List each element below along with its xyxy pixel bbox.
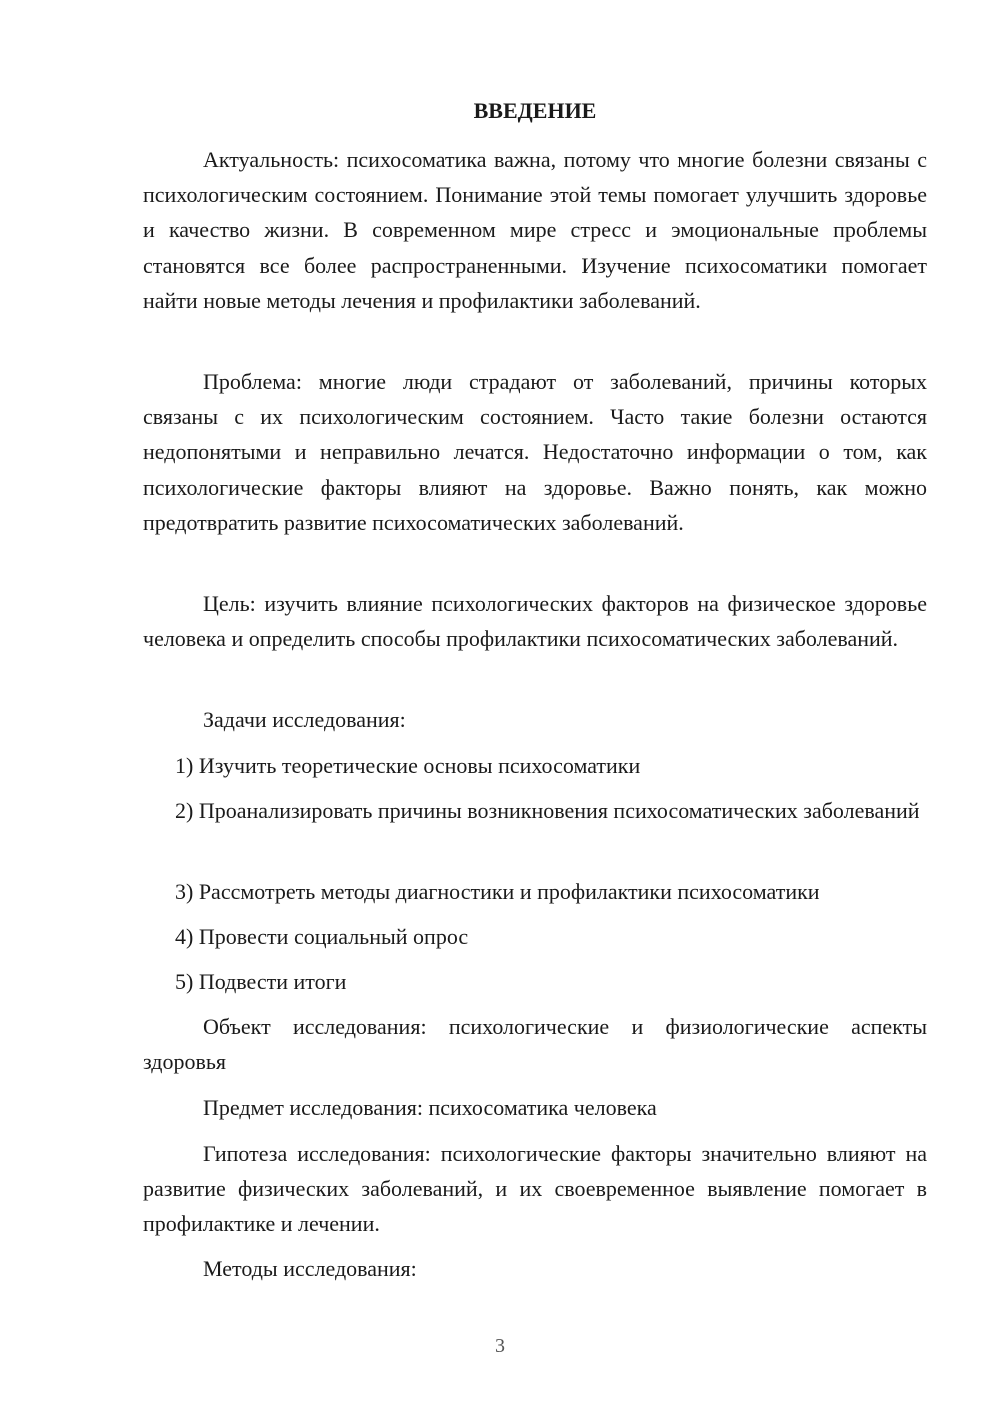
task-item-1: 1) Изучить теоретические основы психосоматики — [175, 753, 641, 778]
page-number: 3 — [495, 1335, 505, 1357]
tasks-title: Задачи исследования: — [203, 707, 406, 732]
subject-paragraph: Предмет исследования: психосоматика человека — [203, 1095, 657, 1120]
relevance-paragraph: Актуальность: психосоматика важна, потому что многие болезни связаны с психологическим состоянием. Понимание этой темы помогает улучшить здоровье и качество жизни. В современном мире стресс и эмоциональные проблемы становятся все более распространенными. Изучение психосоматики помогает найти новые методы лечения и профилактики заболеваний. — [143, 147, 927, 313]
goal-paragraph: Цель: изучить влияние психологических факторов на физическое здоровье человека и определить способы профилактики психосоматических заболеваний. — [143, 591, 927, 652]
task-item-3: 3) Рассмотреть методы диагностики и профилактики психосоматики — [175, 879, 820, 904]
object-paragraph: Объект исследования: психологические и физиологические аспекты здоровья — [143, 1014, 927, 1075]
task-item-5: 5) Подвести итоги — [175, 969, 347, 994]
problem-paragraph: Проблема: многие люди страдают от заболеваний, причины которых связаны с их психологическим состоянием. Часто такие болезни остаются недопонятыми и неправильно лечатся. Недостаточно информации о том, как психологические факторы влияют на здоровье. Важно понять, как можно предотвратить развитие психосоматических заболеваний. — [143, 369, 927, 535]
methods-title: Методы исследования: — [203, 1256, 417, 1281]
section-heading: ВВЕДЕНИЕ — [473, 98, 597, 123]
task-item-2: 2) Проанализировать причины возникновения психосоматических заболеваний — [175, 798, 920, 823]
hypothesis-paragraph: Гипотеза исследования: психологические факторы значительно влияют на развитие физических заболеваний, и их своевременное выявление помогает в профилактике и лечении. — [143, 1141, 927, 1237]
task-item-4: 4) Провести социальный опрос — [175, 924, 469, 949]
